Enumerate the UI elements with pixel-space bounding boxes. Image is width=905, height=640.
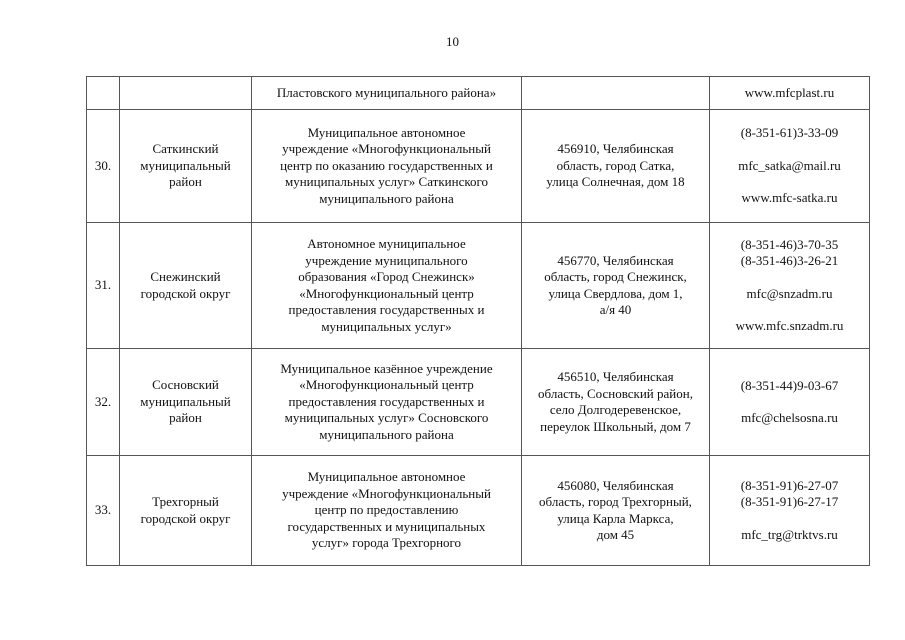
district-line: Трехгорный bbox=[152, 494, 219, 509]
table-row bbox=[87, 110, 870, 223]
address-cell bbox=[522, 77, 710, 110]
district-line: Сосновский bbox=[152, 377, 219, 393]
organization-cell bbox=[252, 456, 522, 566]
organization-line: «Многофункциональный центр bbox=[299, 377, 474, 393]
number-cell bbox=[87, 77, 120, 110]
organization-line: муниципальных услуг» bbox=[321, 318, 452, 334]
address-line: область, город Снежинск, bbox=[544, 269, 687, 284]
phone-number: (8-351-91)6-27-07 bbox=[740, 477, 839, 493]
organization-line: Муниципальное автономное bbox=[307, 469, 466, 485]
organization-cell bbox=[252, 110, 522, 223]
organization-line: муниципального района bbox=[319, 190, 454, 206]
address-line: область, Сосновский район, bbox=[538, 385, 693, 401]
table-row-continuation bbox=[87, 77, 870, 110]
district-line: муниципальный bbox=[140, 157, 231, 173]
contacts-cell bbox=[710, 223, 870, 349]
mfc-table bbox=[86, 76, 870, 566]
address-line: область, город Сатка, bbox=[556, 157, 675, 173]
district-cell bbox=[120, 110, 252, 223]
phone-number: (8-351-61)3-33-09 bbox=[740, 125, 839, 141]
table-row bbox=[87, 223, 870, 349]
address-line: 456770, Челябинская bbox=[557, 252, 674, 268]
address-cell bbox=[522, 456, 710, 566]
organization-line: Автономное муниципальное bbox=[307, 236, 466, 251]
district-cell bbox=[120, 223, 252, 349]
address-line: улица Свердлова, дом 1, bbox=[548, 285, 683, 301]
contacts-cell bbox=[710, 349, 870, 456]
organization-line: Муниципальное автономное bbox=[307, 124, 466, 140]
contacts-cell bbox=[710, 110, 870, 223]
address-line: область, город Трехгорный, bbox=[539, 494, 692, 509]
address-line: улица Карла Маркса, bbox=[557, 510, 674, 526]
phone-number: (8-351-91)6-27-17 bbox=[740, 494, 839, 510]
district-line: Саткинский bbox=[152, 141, 219, 157]
email-address: mfc_trg@trktvs.ru bbox=[741, 526, 838, 542]
organization-line: муниципального района bbox=[319, 426, 454, 442]
organization-line: услуг» города Трехгорного bbox=[311, 535, 462, 551]
row-number: 31. bbox=[87, 223, 120, 349]
address-line: дом 45 bbox=[596, 527, 635, 542]
district-cell bbox=[120, 349, 252, 456]
organization-line: предоставления государственных и bbox=[288, 393, 485, 409]
address-line: 456510, Челябинская bbox=[557, 369, 674, 384]
district-line: муниципальный bbox=[140, 393, 231, 409]
phone-number: (8-351-46)3-70-35 bbox=[740, 236, 839, 252]
organization-line: предоставления государственных и bbox=[288, 302, 485, 317]
organization-line: «Многофункциональный центр bbox=[299, 285, 474, 301]
table-row bbox=[87, 456, 870, 566]
organization-line: центр по предоставлению bbox=[314, 502, 459, 518]
address-line: а/я 40 bbox=[599, 302, 632, 317]
organization-line: учреждение «Многофункциональный bbox=[282, 141, 491, 157]
website-url: www.mfc-satka.ru bbox=[741, 190, 838, 206]
row-number: 30. bbox=[87, 110, 120, 223]
address-line: переулок Школьный, дом 7 bbox=[540, 418, 691, 434]
email-address: mfc_satka@mail.ru bbox=[738, 157, 841, 173]
organization-line: учреждение «Многофункциональный bbox=[282, 485, 491, 501]
address-cell bbox=[522, 223, 710, 349]
row-number: 32. bbox=[87, 349, 120, 456]
district-line: район bbox=[169, 410, 202, 426]
phone-number: (8-351-46)3-26-21 bbox=[740, 253, 839, 268]
organization-line: государственных и муниципальных bbox=[287, 518, 486, 534]
organization-line: центр по оказанию государственных и bbox=[280, 157, 493, 173]
website-url: www.mfc.snzadm.ru bbox=[735, 318, 844, 333]
address-line: село Долгодеревенское, bbox=[549, 402, 682, 417]
email-address: mfc@snzadm.ru bbox=[746, 285, 833, 301]
organization-line: муниципальных услуг» Саткинского bbox=[284, 174, 489, 190]
address-line: 456080, Челябинская bbox=[557, 477, 674, 493]
district-line: городской округ bbox=[140, 510, 231, 526]
page-number: 10 bbox=[446, 34, 459, 49]
organization-line: Муниципальное казённое учреждение bbox=[280, 360, 493, 376]
district-line: Снежинский bbox=[150, 269, 221, 284]
organization-cell bbox=[252, 349, 522, 456]
row-number: 33. bbox=[87, 456, 120, 566]
phone-number: (8-351-44)9-03-67 bbox=[740, 377, 839, 393]
table-row bbox=[87, 349, 870, 456]
district-line: район bbox=[169, 174, 202, 190]
district-cell bbox=[120, 77, 252, 110]
address-line: улица Солнечная, дом 18 bbox=[546, 174, 685, 190]
organization-cell bbox=[252, 223, 522, 349]
address-line: 456910, Челябинская bbox=[557, 141, 674, 157]
organization-cell: Пластовского муниципального района» bbox=[252, 77, 522, 110]
address-cell bbox=[522, 349, 710, 456]
contacts-cell: www.mfcplast.ru bbox=[710, 77, 870, 110]
address-cell bbox=[522, 110, 710, 223]
organization-line: учреждение муниципального bbox=[305, 252, 468, 268]
organization-line: муниципальных услуг» Сосновского bbox=[284, 410, 489, 426]
contacts-cell bbox=[710, 456, 870, 566]
district-line: городской округ bbox=[140, 285, 231, 301]
district-cell bbox=[120, 456, 252, 566]
email-address: mfc@chelsosna.ru bbox=[741, 410, 838, 425]
organization-line: образования «Город Снежинск» bbox=[298, 269, 475, 284]
